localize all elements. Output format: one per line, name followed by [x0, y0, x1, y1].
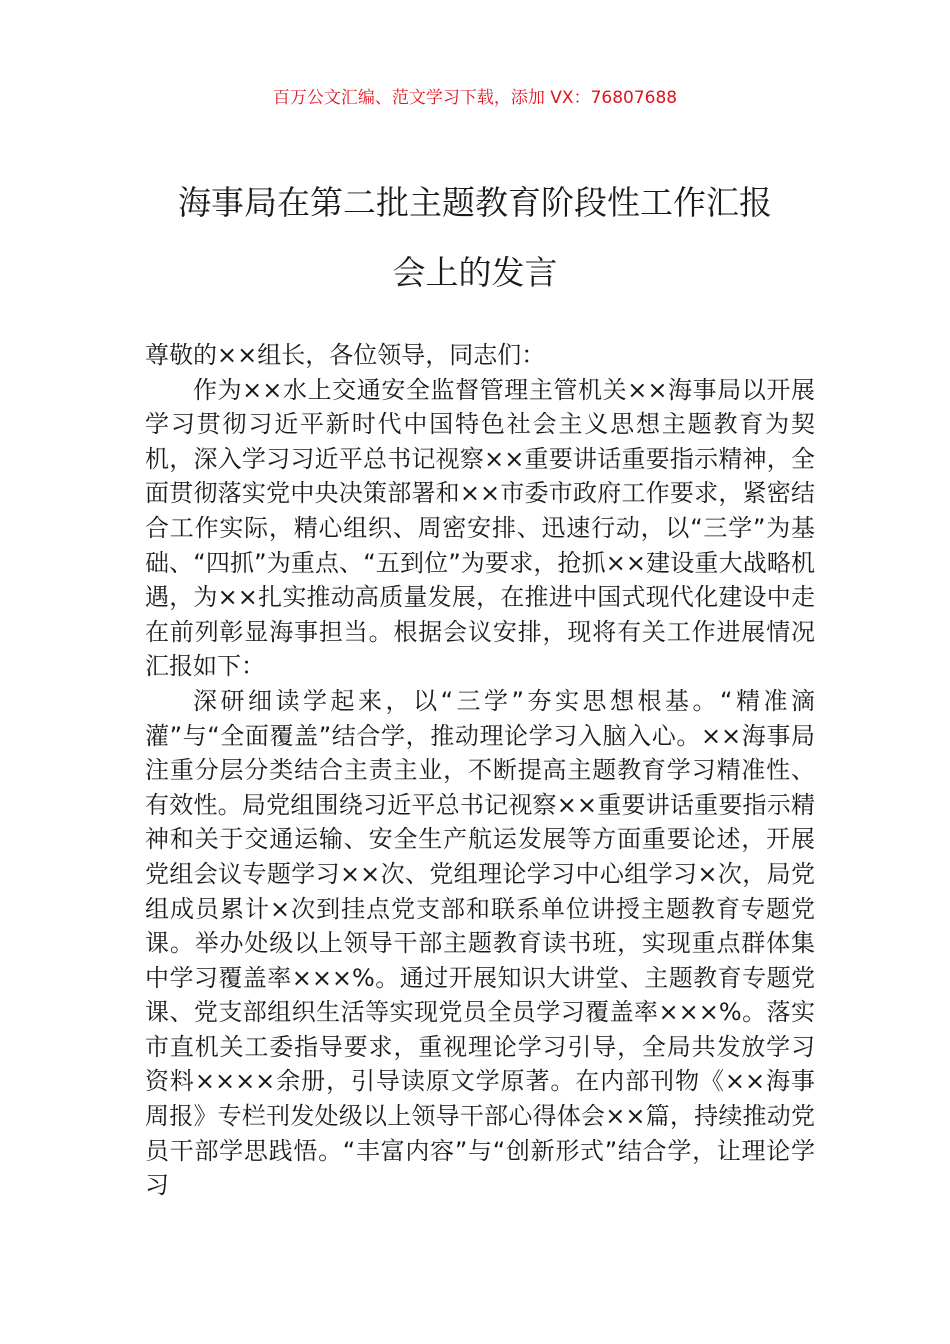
header-watermark-note: 百万公文汇编、范文学习下载，添加 VX：76807688	[272, 88, 678, 108]
salutation: 尊敬的××组长，各位领导，同志们：	[145, 341, 546, 369]
body-paragraph: 深研细读学起来，以“三学”夯实思想根基。“精准滴灌”与“全面覆盖”结合学，推动理论学习入脑入心。××海事局注重分层分类结合主责主业，不断提高主题教育学习精准性、有效性。局党组围绕习近平总书记视察××重要讲话重要指示精神和关于交通运输、安全生产航运发展等方面重要论述，开展党组会议专题学习××次、党组理论学习中心组学习×次，局党组成员累计×次到挂点党支部和联系单位讲授主题教育专题党课。举办处级以上领导干部主题教育读书班，实现重点群体集中学习覆盖率×××%。通过开展知识大讲堂、主题教育专题党课、党支部组织生活等实现党员全员学习覆盖率×××%。落实市直机关工委指导要求，重视理论学习引导，全局共发放学习资料××××余册，引导读原文学原著。在内部刊物《××海事周报》专栏刊发处级以上领导干部心得体会××篇，持续推动党员干部学思践悟。“丰富内容”与“创新形式”结合学，让理论学习	[145, 686, 815, 1200]
body-paragraph: 作为××水上交通安全监督管理主管机关××海事局以开展学习贯彻习近平新时代中国特色社会主义思想主题教育为契机，深入学习习近平总书记视察××重要讲话重要指示精神，全面贯彻落实党中央决策部署和××市委市政府工作要求，紧密结合工作实际，精心组织、周密安排、迅速行动，以“三学”为基础、“四抓”为重点、“五到位”为要求，抢抓××建设重大战略机遇，为××扎实推动高质量发展，在推进中国式现代化建设中走在前列彰显海事担当。根据会议安排，现将有关工作进展情况汇报如下：	[145, 375, 815, 681]
title-line-1: 海事局在第二批主题教育阶段性工作汇报	[178, 183, 772, 222]
document-title	[110, 168, 840, 308]
title-line-2: 会上的发言	[392, 253, 558, 292]
document-body	[145, 338, 815, 1203]
